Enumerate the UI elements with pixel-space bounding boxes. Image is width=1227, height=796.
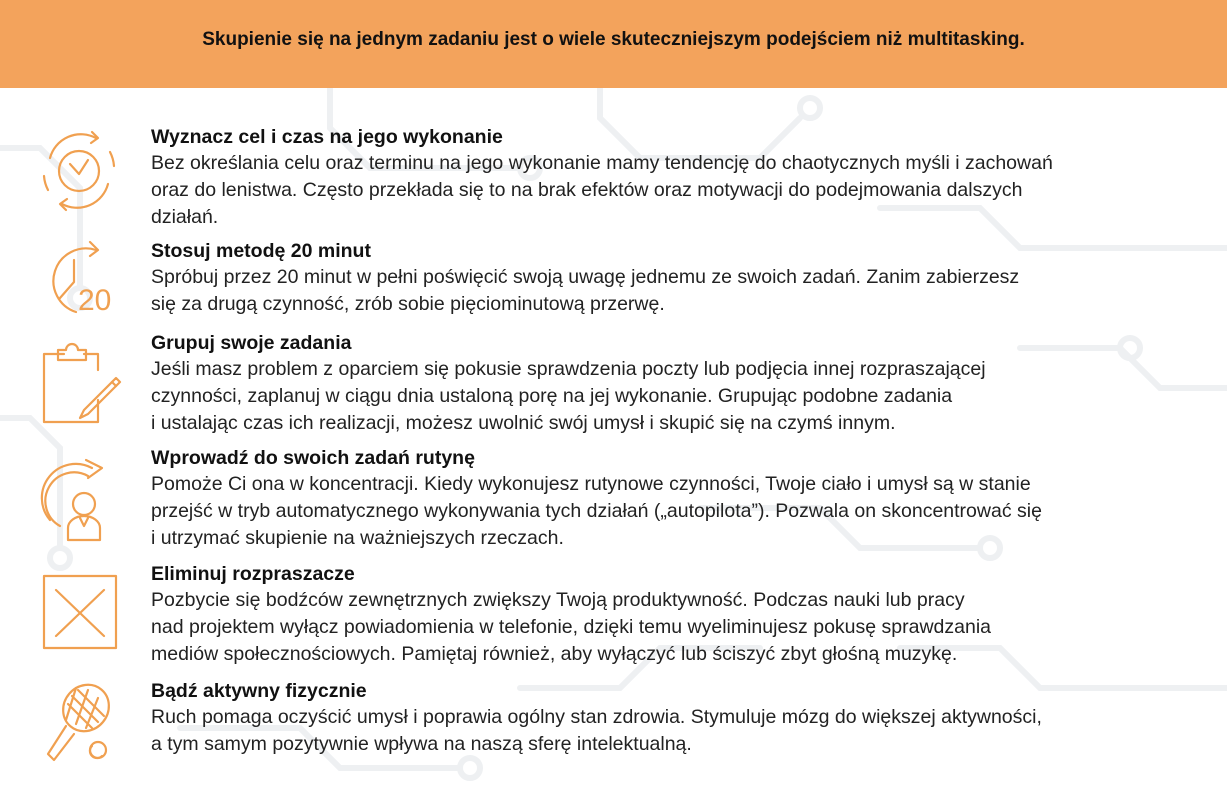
text-line: i ustalając czas ich realizacji, możesz uwolnić swój umysł i skupić się na czymś innym. <box>151 412 896 434</box>
item-title: Stosuj metodę 20 minut <box>151 240 371 262</box>
item-description <box>151 264 1211 318</box>
text-line: się za drugą czynność, zrób sobie pięciominutową przerwę. <box>151 293 665 315</box>
banner-text: Skupienie się na jednym zadaniu jest o wiele skuteczniejszym podejściem niż multitasking. <box>202 29 1025 50</box>
text-line: przejść w tryb automatycznego wykonywania tych działań („autopilota”). Pozwala on skoncentrować się <box>151 500 1042 522</box>
text-line: mediów społecznościowych. Pamiętaj również, aby wyłączyć lub ściszyć zbyt głośną muzykę. <box>151 643 958 665</box>
clock-cycle-icon <box>36 128 122 214</box>
text-line: Ruch pomaga oczyścić umysł i poprawia ogólny stan zdrowia. Stymuluje mózg do większej aktywności, <box>151 706 1042 728</box>
item-description <box>151 704 1211 758</box>
text-line: oraz do lenistwa. Często przekłada się to na brak efektów oraz motywacji do podejmowania dalszych <box>151 179 1023 201</box>
item-title: Wyznacz cel i czas na jego wykonanie <box>151 126 503 148</box>
timer-20-icon <box>36 236 122 322</box>
item-description <box>151 587 1211 668</box>
text-line: Spróbuj przez 20 minut w pełni poświęcić swoją uwagę jednemu ze swoich zadań. Zanim zabierzesz <box>151 266 1020 288</box>
item-description <box>151 150 1211 231</box>
item-description <box>151 471 1211 552</box>
item-title: Grupuj swoje zadania <box>151 332 352 354</box>
text-line: i utrzymać skupienie na ważniejszych rzeczach. <box>151 527 564 549</box>
item-description <box>151 356 1211 437</box>
text-line: Pomoże Ci ona w koncentracji. Kiedy wykonujesz rutynowe czynności, Twoje ciało i umysł są w stanie <box>151 473 1031 495</box>
clipboard-pencil-icon <box>36 340 122 426</box>
crossed-box-icon <box>36 568 122 654</box>
text-line: nad projektem wyłącz powiadomienia w telefonie, dzięki temu wyeliminujesz pokusę sprawdzania <box>151 616 991 638</box>
text-line: Jeśli masz problem z oparciem się pokusie sprawdzenia poczty lub podjęcia innej rozpraszającej <box>151 358 986 380</box>
item-title: Wprowadź do swoich zadań rutynę <box>151 447 475 469</box>
text-line: czynności, zaplanuj w ciągu dnia ustaloną porę na jej wykonanie. Grupując podobne zadania <box>151 385 953 407</box>
item-title: Bądź aktywny fizycznie <box>151 680 367 702</box>
text-line: działań. <box>151 206 219 228</box>
svg-text:20: 20 <box>78 284 112 317</box>
item-title: Eliminuj rozpraszacze <box>151 563 355 585</box>
text-line: a tym samym pozytywnie wpływa na naszą sferę intelektualną. <box>151 733 692 755</box>
text-line: Pozbycie się bodźców zewnętrznych zwiększy Twoją produktywność. Podczas nauki lub pracy <box>151 589 965 611</box>
tennis-racket-icon <box>36 678 122 764</box>
text-line: Bez określania celu oraz terminu na jego wykonanie mamy tendencję do chaotycznych myśli i zachowań <box>151 152 1053 174</box>
routine-person-icon <box>36 456 122 542</box>
header-banner <box>0 0 1227 88</box>
